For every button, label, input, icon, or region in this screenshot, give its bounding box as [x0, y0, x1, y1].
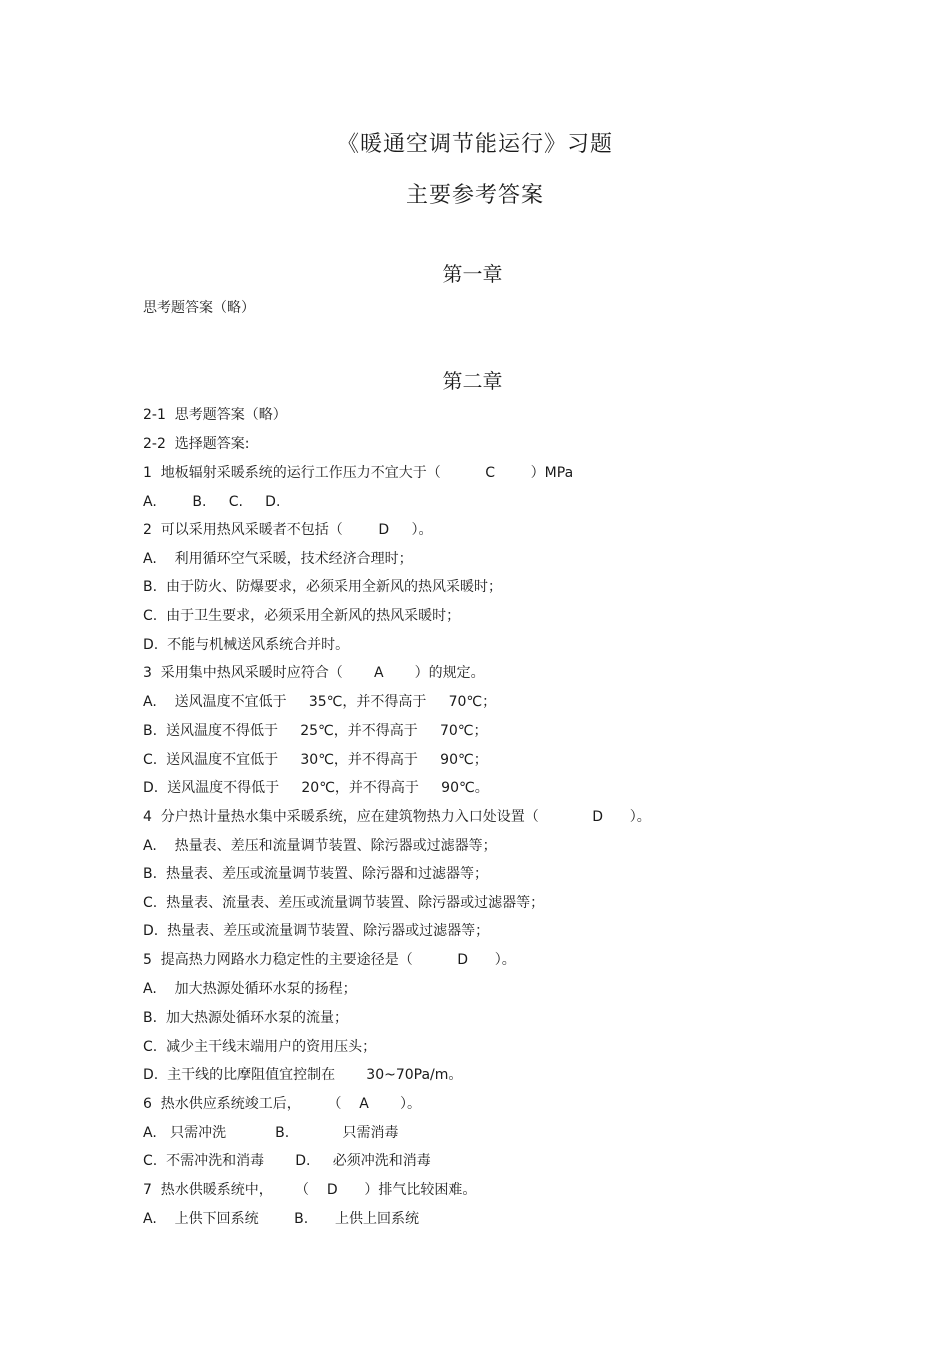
question-line: 3 采用集中热风采暖时应符合（ A ）的规定。	[143, 665, 485, 681]
option-line: C. 热量表、流量表、差压或流量调节装置、除污器或过滤器等；	[143, 895, 545, 911]
question-line: 4 分户热计量热水集中采暖系统，应在建筑物热力入口处设置（ D ）。	[143, 809, 651, 825]
document-subtitle: 主要参考答案	[405, 183, 544, 208]
document-title: 《暖通空调节能运行》习题	[336, 132, 613, 157]
option-line: C. 不需冲洗和消毒 D. 必须冲洗和消毒	[143, 1153, 431, 1169]
option-line: A. 送风温度不宜低于 35℃，并不得高于 70℃；	[143, 694, 497, 710]
option-line: D. 送风温度不得低于 20℃，并不得高于 90℃。	[143, 780, 489, 796]
chapter-1-note: 思考题答案（略）	[143, 300, 255, 316]
text-line: 2-1 思考题答案（略）	[143, 407, 287, 423]
option-line: A. 上供下回系统 B. 上供上回系统	[143, 1211, 419, 1227]
option-line: A. 只需冲洗 B. 只需消毒	[143, 1125, 399, 1141]
option-line: B. 由于防火、防爆要求，必须采用全新风的热风采暖时；	[143, 579, 502, 595]
option-line: B. 加大热源处循环水泵的流量；	[143, 1010, 348, 1026]
option-line: A. 热量表、差压和流量调节装置、除污器或过滤器等；	[143, 838, 497, 854]
option-line: D. 主干线的比摩阻值宜控制在 30~70Pa/m。	[143, 1067, 463, 1083]
question-line: 2 可以采用热风采暖者不包括（ D ）。	[143, 522, 433, 538]
text-line: 2-2 选择题答案:	[143, 436, 250, 452]
option-line: A. B. C. D.	[143, 494, 281, 510]
option-line: A. 加大热源处循环水泵的扬程；	[143, 981, 357, 997]
chapter-2-heading: 第二章	[442, 369, 503, 393]
option-line: C. 由于卫生要求，必须采用全新风的热风采暖时；	[143, 608, 461, 624]
option-line: D. 热量表、差压或流量调节装置、除污器或过滤器等；	[143, 923, 490, 939]
question-line: 6 热水供应系统竣工后， （ A ）。	[143, 1096, 422, 1112]
option-line: A. 利用循环空气采暖，技术经济合理时；	[143, 551, 413, 567]
question-line: 7 热水供暖系统中， （ D ）排气比较困难。	[143, 1182, 477, 1198]
option-line: B. 热量表、差压或流量调节装置、除污器和过滤器等；	[143, 866, 488, 882]
question-line: 1 地板辐射采暖系统的运行工作压力不宜大于（ C ）MPa	[143, 465, 574, 481]
option-line: D. 不能与机械送风系统合并时。	[143, 637, 350, 653]
option-line: C. 送风温度不宜低于 30℃，并不得高于 90℃；	[143, 752, 488, 768]
option-line: B. 送风温度不得低于 25℃，并不得高于 70℃；	[143, 723, 488, 739]
option-line: C. 减少主干线末端用户的资用压头；	[143, 1039, 377, 1055]
chapter-1-heading: 第一章	[442, 262, 503, 286]
question-line: 5 提高热力网路水力稳定性的主要途径是（ D ）。	[143, 952, 516, 968]
